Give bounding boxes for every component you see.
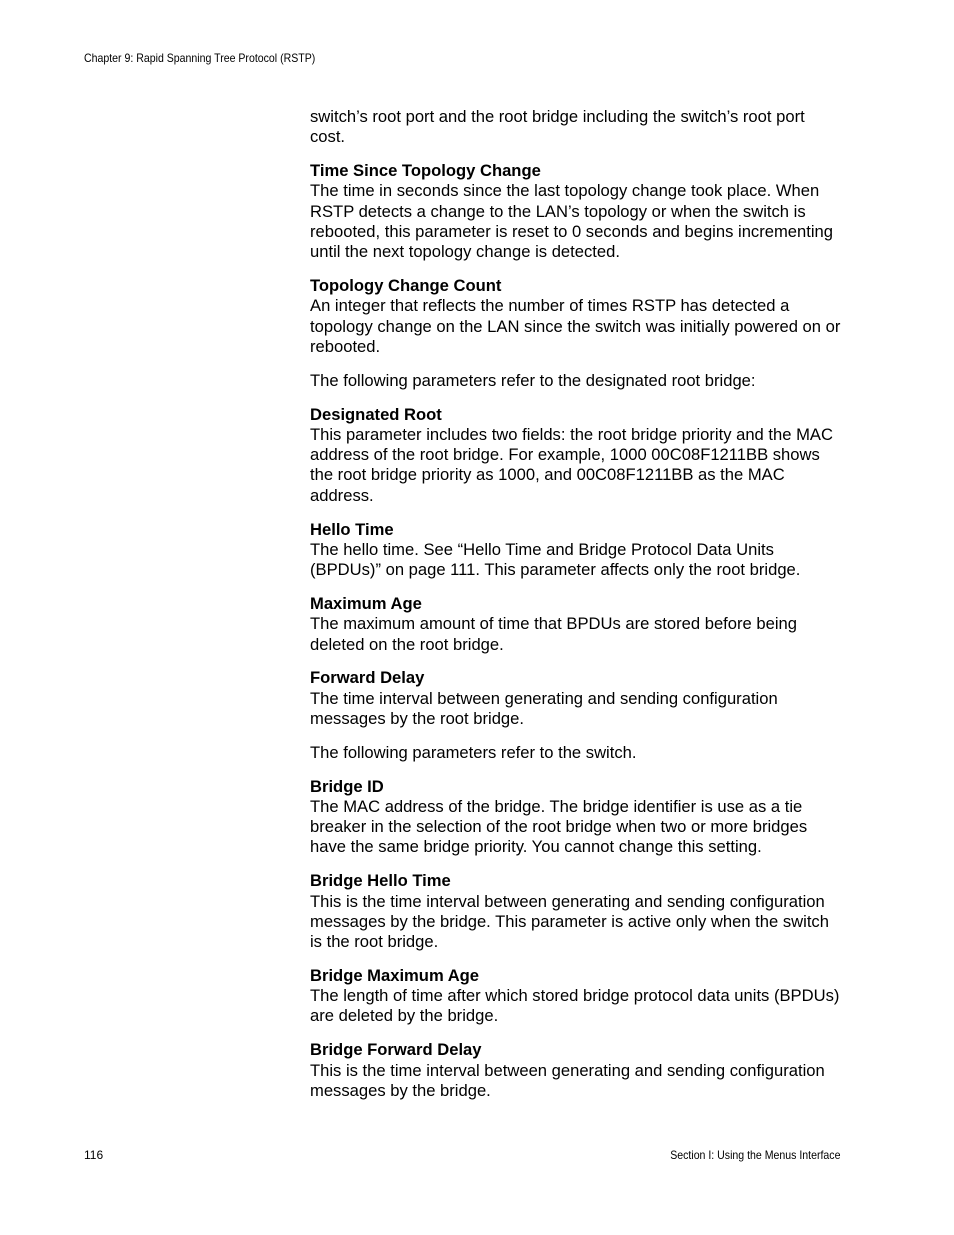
param-title: Hello Time (310, 519, 394, 539)
param-designated-root (310, 405, 844, 506)
param-time-since-topology-change (310, 161, 844, 262)
param-title: Forward Delay (310, 668, 425, 688)
param-title: Time Since Topology Change (310, 161, 541, 181)
intro-paragraph: switch’s root port and the root bridge including the switch’s root port cost. (310, 107, 805, 147)
param-title: Bridge ID (310, 776, 384, 796)
param-description: The hello time. See “Hello Time and Bridge Protocol Data Units (BPDUs)” on page 111. This parameter affects only the root bridge. (310, 539, 801, 580)
param-hello-time (310, 520, 844, 581)
param-title: Bridge Maximum Age (310, 965, 480, 985)
param-description: The length of time after which stored bridge protocol data units (BPDUs) are deleted by the bridge. (310, 986, 840, 1026)
running-header: Chapter 9: Rapid Spanning Tree Protocol (RSTP) (84, 51, 316, 65)
param-description: The time interval between generating and sending configuration messages by the root bridge. (310, 688, 778, 728)
param-description: An integer that reflects the number of times RSTP has detected a topology change on the LAN since the switch was initially powered on or rebooted. (310, 296, 841, 356)
param-forward-delay (310, 668, 844, 729)
running-footer-section: Section I: Using the Menus Interface (669, 1148, 840, 1162)
param-bridge-id (310, 777, 844, 858)
param-description: The MAC address of the bridge. The bridge identifier is use as a tie breaker in the selection of the root bridge when two or more bridges have the same bridge priority. You cannot change this setting. (310, 796, 808, 857)
param-description: This is the time interval between generating and sending configuration messages by the bridge. This parameter is active only when the switch is the root bridge. (310, 891, 829, 952)
param-description: This is the time interval between generating and sending configuration messages by the bridge. (310, 1060, 825, 1100)
param-bridge-forward-delay (310, 1040, 844, 1101)
param-title: Designated Root (310, 404, 442, 424)
param-description: The maximum amount of time that BPDUs are stored before being deleted on the root bridge. (310, 614, 797, 654)
param-bridge-maximum-age (310, 966, 844, 1027)
page-body (310, 107, 844, 1115)
param-bridge-hello-time (310, 871, 844, 952)
param-maximum-age (310, 594, 844, 655)
param-topology-change-count (310, 276, 844, 357)
param-title: Maximum Age (310, 593, 422, 613)
switch-intro: The following parameters refer to the switch. (310, 742, 637, 762)
param-description: The time in seconds since the last topology change took place. When RSTP detects a change to the LAN’s topology or when the switch is rebooted, this parameter is reset to 0 seconds and begins incrementing until the next topology change is detected. (310, 181, 834, 262)
param-title: Bridge Hello Time (310, 871, 451, 891)
param-title: Bridge Forward Delay (310, 1040, 482, 1060)
designated-root-intro: The following parameters refer to the designated root bridge: (310, 370, 756, 390)
param-description: This parameter includes two fields: the root bridge priority and the MAC address of the root bridge. For example, 1000 00C08F1211BB shows the root bridge priority as 1000, and 00C08F1211BB as the MAC address. (310, 424, 833, 505)
param-title: Topology Change Count (310, 276, 502, 296)
page-number: 116 (84, 1148, 104, 1162)
